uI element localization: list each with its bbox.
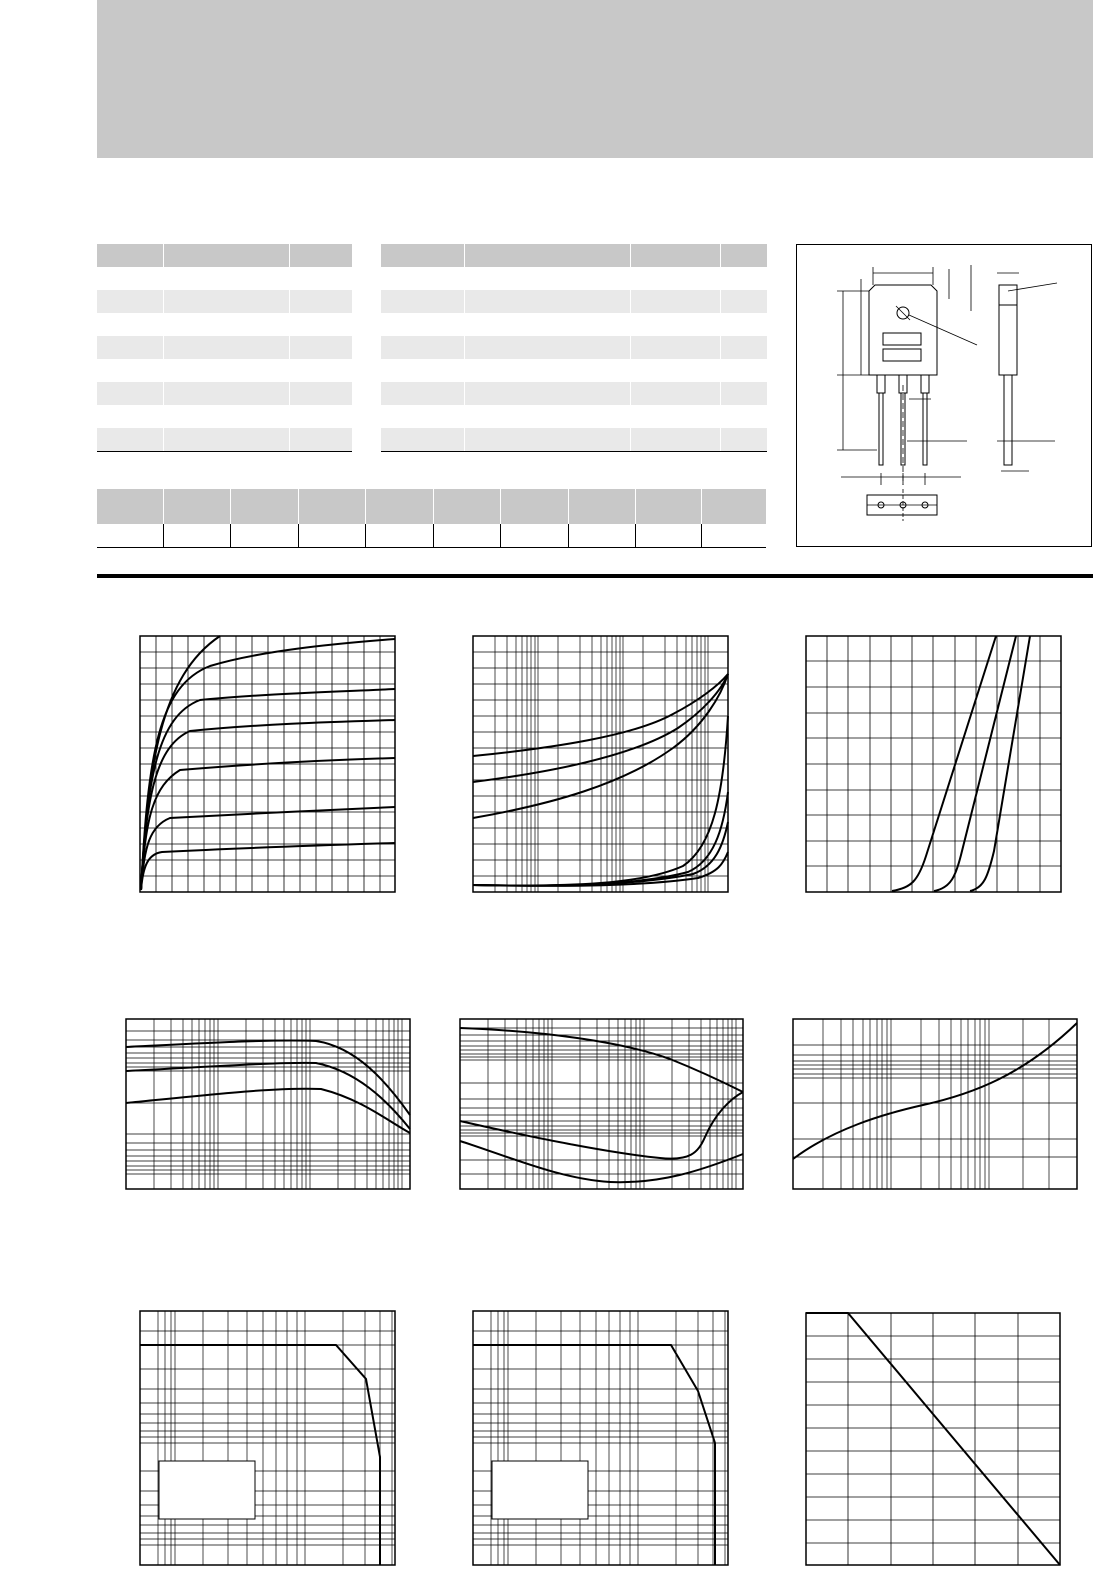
chart-2-curve bbox=[473, 674, 728, 756]
chart-2-curve bbox=[473, 792, 728, 886]
header-band bbox=[97, 0, 1093, 158]
chart-2-grid bbox=[473, 636, 728, 892]
characteristics-table bbox=[381, 244, 767, 452]
chart-4-curve bbox=[126, 1040, 410, 1115]
chart-7-inset-box bbox=[159, 1461, 255, 1519]
chart-2-curve bbox=[473, 674, 728, 818]
table-header-row bbox=[381, 244, 767, 267]
chart-4 bbox=[126, 1019, 410, 1189]
chart-8-frame bbox=[473, 1311, 728, 1565]
table-row bbox=[97, 290, 352, 313]
chart-7-frame bbox=[140, 1311, 395, 1565]
chart-5-curve bbox=[460, 1092, 743, 1159]
chart-7-curve bbox=[140, 1345, 380, 1565]
chart-3-curve bbox=[892, 636, 996, 891]
chart-3-curve bbox=[970, 636, 1030, 891]
chart-9-grid bbox=[806, 1313, 1060, 1565]
chart-2-curve bbox=[473, 852, 728, 886]
table-row bbox=[97, 313, 352, 336]
chart-8-inset-box bbox=[492, 1461, 588, 1519]
chart-5-frame bbox=[460, 1019, 743, 1189]
chart-2-curve bbox=[473, 674, 728, 782]
chart-5-curve bbox=[460, 1141, 743, 1182]
table-row bbox=[97, 405, 352, 428]
table-row bbox=[381, 313, 767, 336]
package-drawing bbox=[797, 245, 1093, 548]
table-row bbox=[381, 336, 767, 359]
chart-4-curve bbox=[126, 1063, 410, 1129]
chart-3 bbox=[806, 636, 1061, 892]
chart-8-curve bbox=[473, 1345, 715, 1565]
table-row bbox=[381, 428, 767, 451]
chart-8 bbox=[473, 1311, 728, 1565]
chart-2 bbox=[473, 636, 728, 892]
hfe-rank-table bbox=[97, 489, 766, 548]
chart-8-grid bbox=[473, 1311, 728, 1565]
table-row bbox=[381, 290, 767, 313]
table-header-row bbox=[97, 244, 352, 267]
table-row bbox=[381, 359, 767, 382]
ratings-table bbox=[97, 244, 352, 452]
table-row bbox=[97, 267, 352, 290]
table-row bbox=[381, 405, 767, 428]
package-outline bbox=[796, 244, 1092, 547]
chart-6-grid bbox=[793, 1019, 1077, 1189]
chart-6-curve bbox=[793, 1023, 1077, 1159]
chart-1 bbox=[140, 636, 395, 892]
table-row bbox=[97, 359, 352, 382]
table-row bbox=[381, 267, 767, 290]
chart-4-curve bbox=[126, 1089, 410, 1133]
table-row bbox=[381, 382, 767, 405]
chart-9 bbox=[806, 1313, 1060, 1565]
chart-7 bbox=[140, 1311, 395, 1565]
table-header-row bbox=[97, 489, 766, 524]
table-row bbox=[97, 382, 352, 405]
chart-6 bbox=[793, 1019, 1077, 1189]
chart-5 bbox=[460, 1019, 743, 1189]
chart-7-grid bbox=[140, 1311, 395, 1565]
table-row bbox=[97, 336, 352, 359]
chart-3-curve bbox=[934, 636, 1016, 891]
table-row bbox=[97, 524, 766, 547]
section-divider bbox=[97, 574, 1093, 578]
chart-5-grid bbox=[460, 1019, 743, 1189]
chart-6-frame bbox=[793, 1019, 1077, 1189]
table-row bbox=[97, 428, 352, 451]
